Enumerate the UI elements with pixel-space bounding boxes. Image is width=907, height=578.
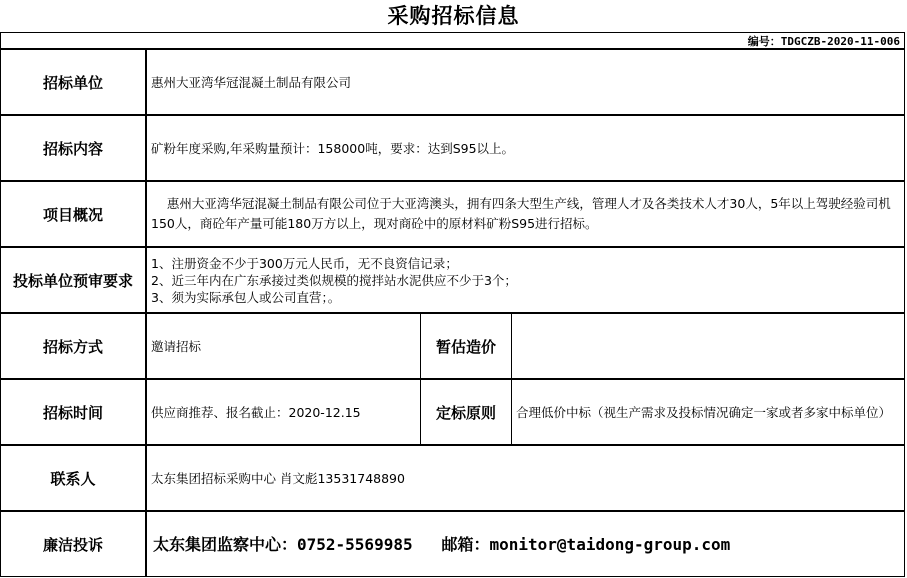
prequal-item: 3、须为实际承包人或公司直营；。 — [151, 289, 341, 305]
prequal-item: 1、注册资金不少于300万元人民币，无不良资信记录； — [151, 255, 458, 271]
label-estimated-cost: 暂估造价 — [421, 314, 512, 380]
label-tender-unit: 招标单位 — [1, 50, 147, 116]
label-project-overview: 项目概况 — [1, 182, 147, 248]
value-tender-time: 供应商推荐、报名截止：2020-12.15 — [147, 380, 421, 446]
value-complaint: 太东集团监察中心：0752-5569985 邮箱：monitor@taidong-group.com — [153, 534, 731, 554]
label-tender-content: 招标内容 — [1, 116, 147, 182]
prequal-item: 2、近三年内在广东承接过类似规模的搅拌站水泥供应不少于3个； — [151, 272, 517, 288]
value-prequalification — [147, 248, 904, 314]
label-complaint: 廉洁投诉 — [1, 512, 147, 576]
value-contact: 太东集团招标采购中心 肖文彪13531748890 — [147, 446, 904, 512]
document-code: 编号：TDGCZB-2020-11-006 — [1, 33, 904, 50]
label-tender-time: 招标时间 — [1, 380, 147, 446]
tender-table — [0, 32, 905, 577]
value-tender-content: 矿粉年度采购,年采购量预计：158000吨，要求：达到S95以上。 — [147, 116, 904, 182]
value-award-principle: 合理低价中标（视生产需求及投标情况确定一家或者多家中标单位） — [512, 380, 904, 446]
value-project-overview: 惠州大亚湾华冠混凝土制品有限公司位于大亚湾澳头，拥有四条大型生产线，管理人才及各类技术人才30人，5年以上驾驶经验司机150人，商砼年产量可能180万方以上，现对商砼中的原材料矿粉S95进行招标。 — [147, 182, 904, 248]
label-tender-method: 招标方式 — [1, 314, 147, 380]
value-tender-method: 邀请招标 — [147, 314, 421, 380]
label-contact: 联系人 — [1, 446, 147, 512]
label-award-principle: 定标原则 — [421, 380, 512, 446]
label-prequalification: 投标单位预审要求 — [1, 248, 147, 314]
value-tender-unit: 惠州大亚湾华冠混凝土制品有限公司 — [147, 50, 904, 116]
value-estimated-cost — [512, 314, 904, 380]
page-title: 采购招标信息 — [387, 3, 520, 28]
